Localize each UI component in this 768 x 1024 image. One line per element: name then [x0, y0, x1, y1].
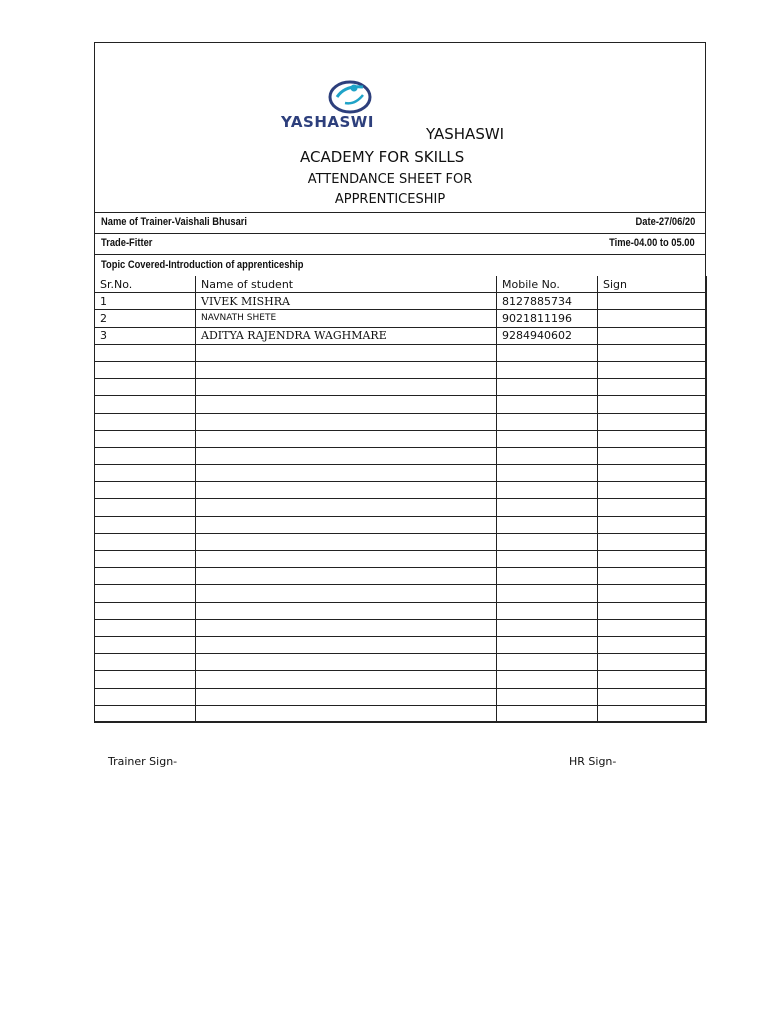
cell-sign[interactable]: [598, 499, 707, 516]
cell-srno[interactable]: [95, 499, 196, 516]
table-row-empty: [95, 705, 707, 722]
cell-mobile[interactable]: [497, 516, 598, 533]
table-row: [95, 310, 707, 327]
sheet-title-line1: ATTENDANCE SHEET FOR: [307, 172, 473, 187]
cell-student-name[interactable]: [196, 430, 497, 447]
cell-student-name[interactable]: [196, 533, 497, 550]
cell-sign[interactable]: [598, 344, 707, 361]
cell-sign[interactable]: [598, 413, 707, 430]
cell-srno[interactable]: [95, 705, 196, 722]
cell-sign[interactable]: [598, 551, 707, 568]
cell-student-name[interactable]: [196, 516, 497, 533]
cell-mobile[interactable]: [497, 619, 598, 636]
cell-sign[interactable]: [598, 361, 707, 378]
divider: [95, 254, 705, 255]
cell-sign[interactable]: [598, 619, 707, 636]
table-row-empty: [95, 636, 707, 653]
cell-mobile: 9284940602: [497, 327, 598, 344]
table-row-empty: [95, 344, 707, 361]
cell-sign[interactable]: [598, 602, 707, 619]
cell-student-name[interactable]: [196, 551, 497, 568]
table-row-empty: [95, 361, 707, 378]
cell-student-name[interactable]: [196, 344, 497, 361]
table-row-empty: [95, 533, 707, 550]
cell-srno[interactable]: [95, 533, 196, 550]
divider: [95, 212, 705, 213]
col-header-name: Name of student: [196, 276, 497, 293]
table-row-empty: [95, 619, 707, 636]
col-header-sign: Sign: [598, 276, 707, 293]
cell-sign[interactable]: [598, 568, 707, 585]
cell-srno[interactable]: [95, 671, 196, 688]
cell-student-name[interactable]: [196, 482, 497, 499]
cell-sign[interactable]: [598, 516, 707, 533]
org-name-line1: YASHASWI: [426, 125, 505, 143]
cell-mobile[interactable]: [497, 602, 598, 619]
cell-srno[interactable]: [95, 551, 196, 568]
session-date: Date-27/06/20: [635, 216, 695, 228]
cell-srno[interactable]: [95, 619, 196, 636]
table-row: [95, 293, 707, 310]
cell-mobile[interactable]: [497, 688, 598, 705]
cell-student-name[interactable]: [196, 465, 497, 482]
cell-student-name: ADITYA RAJENDRA WAGHMARE: [196, 327, 497, 344]
cell-mobile[interactable]: [497, 671, 598, 688]
cell-mobile[interactable]: [497, 396, 598, 413]
table-row-empty: [95, 568, 707, 585]
cell-srno[interactable]: [95, 654, 196, 671]
attendance-sheet: [94, 42, 706, 722]
topic-covered: Topic Covered-Introduction of apprenticeship: [101, 259, 304, 271]
cell-srno[interactable]: [95, 516, 196, 533]
cell-srno[interactable]: [95, 636, 196, 653]
cell-mobile[interactable]: [497, 413, 598, 430]
cell-srno: 3: [95, 327, 196, 344]
cell-srno[interactable]: [95, 396, 196, 413]
cell-srno[interactable]: [95, 430, 196, 447]
cell-sign[interactable]: [598, 671, 707, 688]
cell-sign[interactable]: [598, 654, 707, 671]
cell-student-name[interactable]: [196, 499, 497, 516]
table-row-empty: [95, 447, 707, 464]
cell-student-name[interactable]: [196, 619, 497, 636]
cell-sign[interactable]: [598, 310, 707, 327]
cell-student-name[interactable]: [196, 688, 497, 705]
cell-mobile[interactable]: [497, 482, 598, 499]
cell-mobile[interactable]: [497, 430, 598, 447]
cell-sign[interactable]: [598, 705, 707, 722]
cell-sign[interactable]: [598, 636, 707, 653]
cell-student-name[interactable]: [196, 396, 497, 413]
col-header-mobile: Mobile No.: [497, 276, 598, 293]
sheet-title-line2: APPRENTICESHIP: [334, 192, 446, 207]
table-row-empty: [95, 499, 707, 516]
cell-student-name[interactable]: [196, 361, 497, 378]
cell-mobile[interactable]: [497, 654, 598, 671]
table-row-empty: [95, 516, 707, 533]
table-row-empty: [95, 482, 707, 499]
cell-sign[interactable]: [598, 293, 707, 310]
table-row-empty: [95, 602, 707, 619]
cell-srno[interactable]: [95, 413, 196, 430]
table-row-empty: [95, 413, 707, 430]
table-header-row: [95, 276, 707, 293]
cell-sign[interactable]: [598, 396, 707, 413]
cell-sign[interactable]: [598, 585, 707, 602]
cell-mobile: 8127885734: [497, 293, 598, 310]
cell-sign[interactable]: [598, 688, 707, 705]
cell-sign[interactable]: [598, 327, 707, 344]
cell-srno[interactable]: [95, 568, 196, 585]
cell-student-name[interactable]: [196, 447, 497, 464]
logo-text: YASHASWI: [281, 113, 374, 131]
cell-student-name[interactable]: [196, 413, 497, 430]
table-row-empty: [95, 688, 707, 705]
cell-mobile[interactable]: [497, 499, 598, 516]
cell-srno[interactable]: [95, 602, 196, 619]
attendance-table: [94, 276, 707, 723]
cell-srno[interactable]: [95, 465, 196, 482]
table-row-empty: [95, 379, 707, 396]
cell-mobile[interactable]: [497, 465, 598, 482]
table-row-empty: [95, 396, 707, 413]
cell-sign[interactable]: [598, 533, 707, 550]
cell-mobile[interactable]: [497, 636, 598, 653]
cell-student-name[interactable]: [196, 671, 497, 688]
cell-srno[interactable]: [95, 344, 196, 361]
cell-srno[interactable]: [95, 688, 196, 705]
cell-mobile[interactable]: [497, 568, 598, 585]
cell-mobile[interactable]: [497, 447, 598, 464]
cell-srno[interactable]: [95, 585, 196, 602]
cell-student-name[interactable]: [196, 705, 497, 722]
cell-srno[interactable]: [95, 447, 196, 464]
cell-student-name[interactable]: [196, 636, 497, 653]
trainer-sign-label: Trainer Sign-: [108, 755, 178, 768]
table-row: [95, 327, 707, 344]
cell-student-name[interactable]: [196, 654, 497, 671]
table-row-empty: [95, 551, 707, 568]
cell-mobile: 9021811196: [497, 310, 598, 327]
org-name-line2: ACADEMY FOR SKILLS: [300, 148, 465, 166]
table-row-empty: [95, 671, 707, 688]
cell-mobile[interactable]: [497, 551, 598, 568]
cell-srno: 2: [95, 310, 196, 327]
cell-srno[interactable]: [95, 482, 196, 499]
trade-name: Trade-Fitter: [101, 237, 153, 249]
cell-student-name[interactable]: [196, 602, 497, 619]
cell-srno: 1: [95, 293, 196, 310]
cell-sign[interactable]: [598, 465, 707, 482]
cell-mobile[interactable]: [497, 361, 598, 378]
cell-mobile[interactable]: [497, 533, 598, 550]
table-row-empty: [95, 585, 707, 602]
cell-srno[interactable]: [95, 379, 196, 396]
divider: [95, 233, 705, 234]
hr-sign-label: HR Sign-: [569, 755, 617, 768]
cell-mobile[interactable]: [497, 379, 598, 396]
cell-srno[interactable]: [95, 361, 196, 378]
cell-sign[interactable]: [598, 482, 707, 499]
cell-student-name[interactable]: [196, 585, 497, 602]
table-row-empty: [95, 654, 707, 671]
cell-student-name[interactable]: [196, 379, 497, 396]
table-row-empty: [95, 465, 707, 482]
session-time: Time-04.00 to 05.00: [609, 237, 695, 249]
cell-mobile[interactable]: [497, 705, 598, 722]
cell-student-name[interactable]: [196, 568, 497, 585]
table-row-empty: [95, 430, 707, 447]
cell-sign[interactable]: [598, 379, 707, 396]
cell-sign[interactable]: [598, 430, 707, 447]
trainer-name: Name of Trainer-Vaishali Bhusari: [101, 216, 248, 228]
cell-student-name: NAVNATH SHETE: [196, 310, 497, 327]
cell-mobile[interactable]: [497, 344, 598, 361]
col-header-srno: Sr.No.: [95, 276, 196, 293]
cell-student-name: VIVEK MISHRA: [196, 293, 497, 310]
cell-mobile[interactable]: [497, 585, 598, 602]
cell-sign[interactable]: [598, 447, 707, 464]
